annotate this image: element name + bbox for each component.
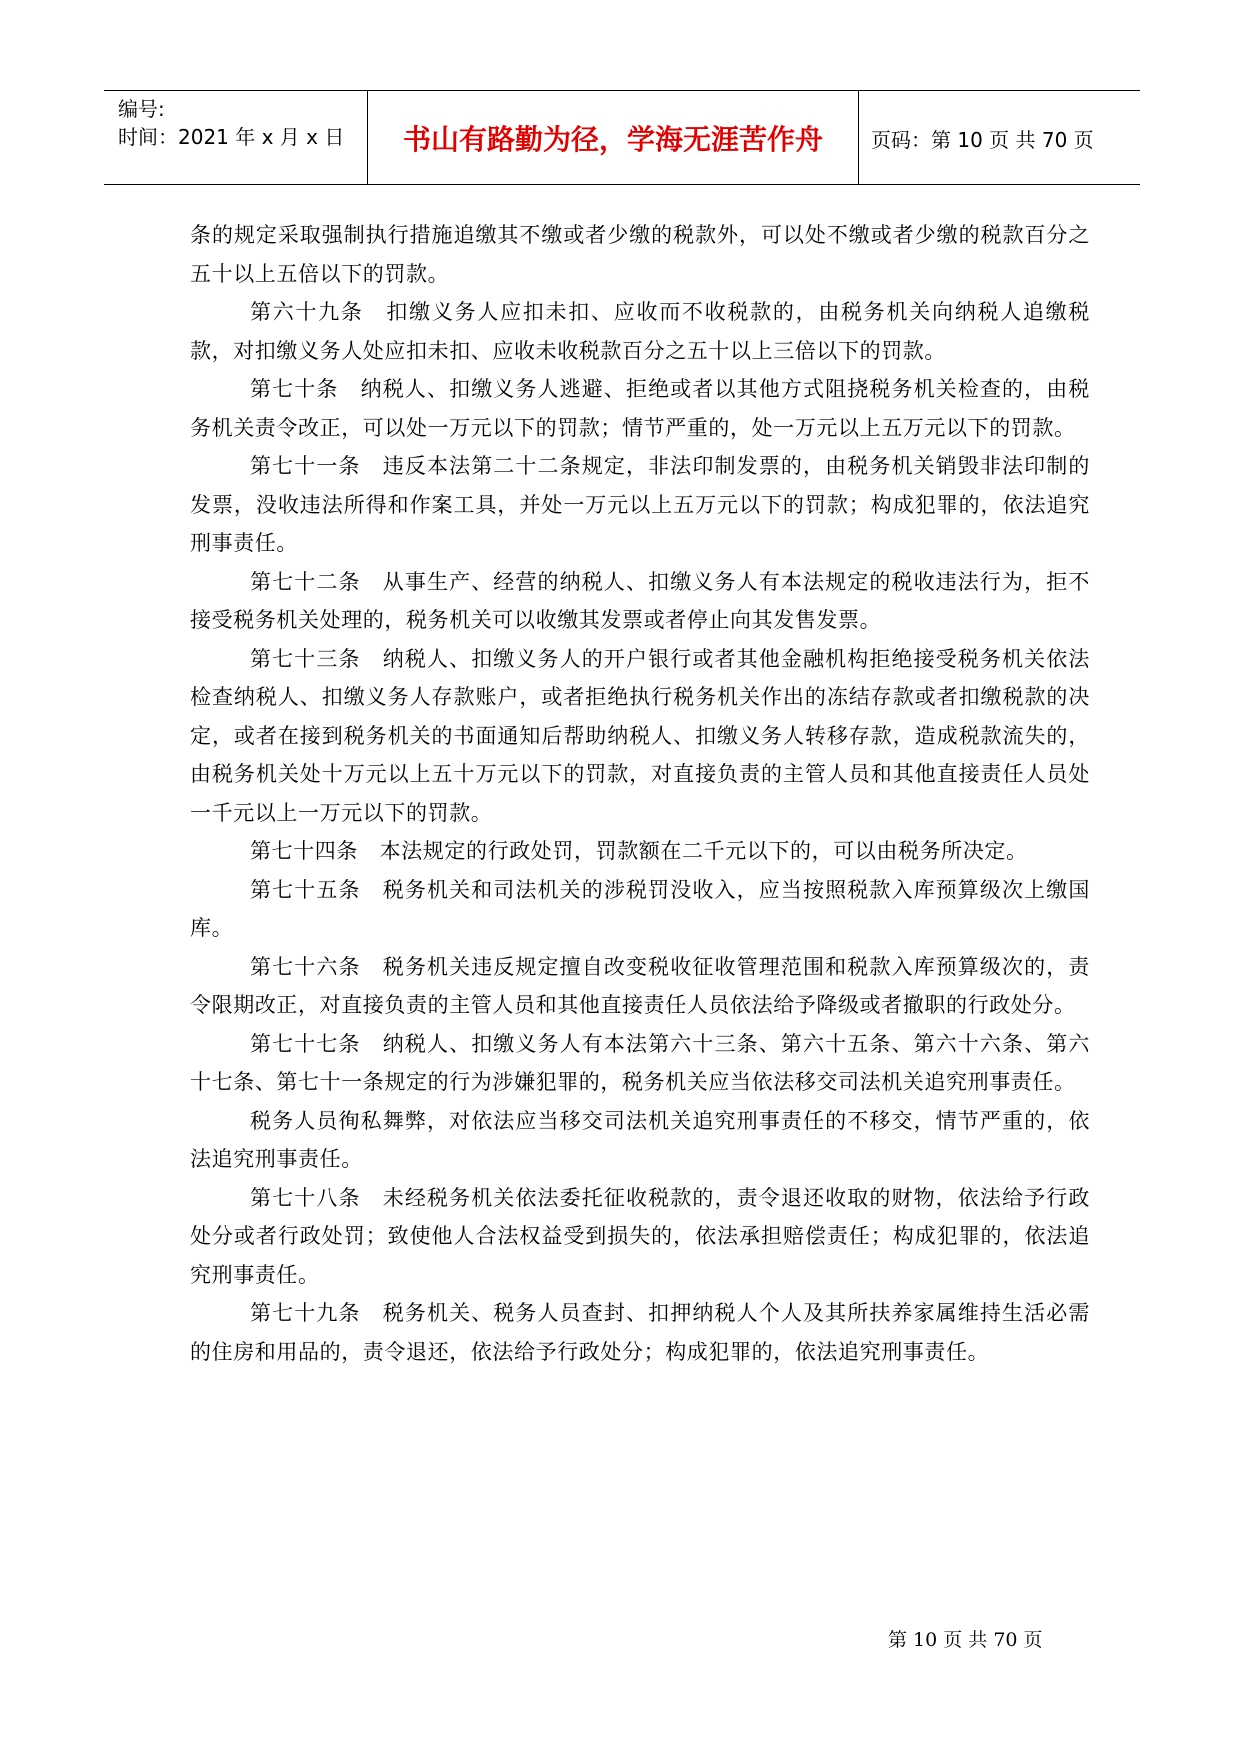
paragraph: 第七十条 纳税人、扣缴义务人逃避、拒绝或者以其他方式阻挠税务机关检查的，由税务机关责令改正，可以处一万元以下的罚款；情节严重的，处一万元以上五万元以下的罚款。 <box>190 377 1090 440</box>
header-page-cell <box>859 91 1140 184</box>
paragraph: 第七十七条 纳税人、扣缴义务人有本法第六十三条、第六十五条、第六十六条、第六十七条、第七十一条规定的行为涉嫌犯罪的，税务机关应当依法移交司法机关追究刑事责任。 <box>190 1031 1090 1094</box>
paragraph: 第七十九条 税务机关、税务人员查封、扣押纳税人个人及其所扶养家属维持生活必需的住房和用品的，责令退还，依法给予行政处分；构成犯罪的，依法追究刑事责任。 <box>190 1301 1090 1364</box>
paragraph: 第七十二条 从事生产、经营的纳税人、扣缴义务人有本法规定的税收违法行为，拒不接受税务机关处理的，税务机关可以收缴其发票或者停止向其发售发票。 <box>190 569 1090 632</box>
document-time-label: 时间：2021 年 x 月 x 日 <box>118 125 345 149</box>
header-motto: 书山有路勤为径，学海无涯苦作舟 <box>402 123 823 156</box>
paragraph: 条的规定采取强制执行措施追缴其不缴或者少缴的税款外，可以处不缴或者少缴的税款百分之五十以上五倍以下的罚款。 <box>190 223 1090 286</box>
header-motto-cell <box>368 91 859 184</box>
document-header <box>104 90 1140 185</box>
header-meta-cell <box>104 91 368 184</box>
paragraph: 第七十六条 税务机关违反规定擅自改变税收征收管理范围和税款入库预算级次的，责令限期改正，对直接负责的主管人员和其他直接责任人员依法给予降级或者撤职的行政处分。 <box>190 954 1090 1017</box>
paragraph: 第七十八条 未经税务机关依法委托征收税款的，责令退还收取的财物，依法给予行政处分或者行政处罚；致使他人合法权益受到损失的，依法承担赔偿责任；构成犯罪的，依法追究刑事责任。 <box>190 1185 1090 1287</box>
paragraph: 第六十九条 扣缴义务人应扣未扣、应收而不收税款的，由税务机关向纳税人追缴税款，对扣缴义务人处应扣未扣、应收未收税款百分之五十以上三倍以下的罚款。 <box>190 300 1090 363</box>
document-body <box>190 216 1090 1371</box>
paragraph: 第七十一条 违反本法第二十二条规定，非法印制发票的，由税务机关销毁非法印制的发票，没收违法所得和作案工具，并处一万元以上五万元以下的罚款；构成犯罪的，依法追究刑事责任。 <box>190 454 1090 555</box>
page-footer: 第 10 页 共 70 页 <box>888 1629 1043 1651</box>
document-number-label: 编号: <box>118 97 165 121</box>
paragraph: 税务人员徇私舞弊，对依法应当移交司法机关追究刑事责任的不移交，情节严重的，依法追究刑事责任。 <box>190 1108 1090 1171</box>
paragraph: 第七十三条 纳税人、扣缴义务人的开户银行或者其他金融机构拒绝接受税务机关依法检查纳税人、扣缴义务人存款账户，或者拒绝执行税务机关作出的冻结存款或者扣缴税款的决定，或者在接到税务机关的书面通知后帮助纳税人、扣缴义务人转移存款，造成税款流失的，由税务机关处十万元以上五十万元以下的罚款，对直接负责的主管人员和其他直接责任人员处一千元以上一万元以下的罚款。 <box>190 646 1090 825</box>
paragraph: 第七十五条 税务机关和司法机关的涉税罚没收入，应当按照税款入库预算级次上缴国库。 <box>190 877 1090 940</box>
paragraph: 第七十四条 本法规定的行政处罚，罚款额在二千元以下的，可以由税务所决定。 <box>250 839 1028 863</box>
header-page-info: 页码：第 10 页 共 70 页 <box>871 128 1094 152</box>
